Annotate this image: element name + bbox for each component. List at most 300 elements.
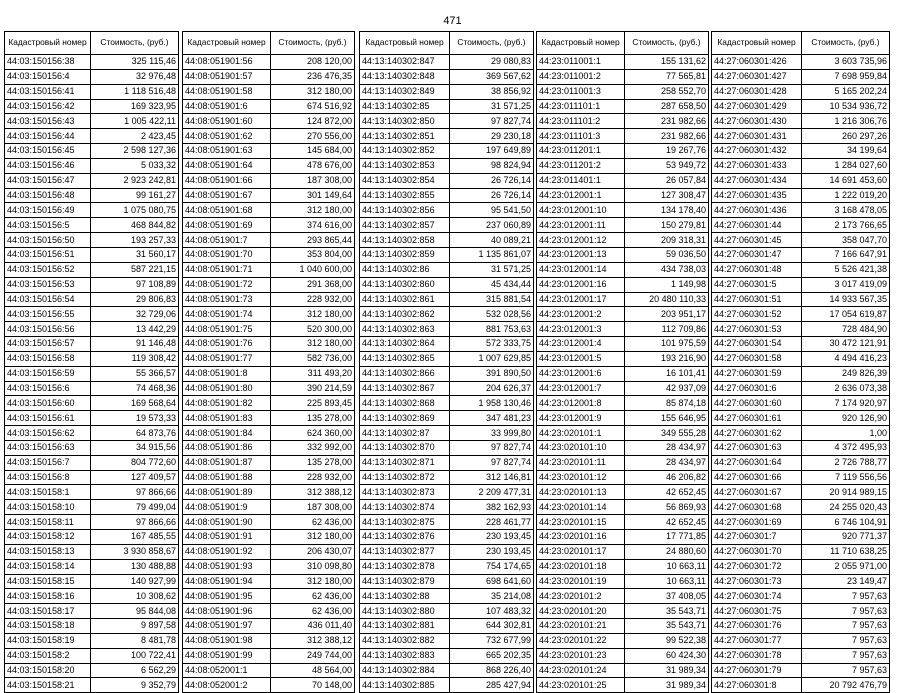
table-row [360,114,534,129]
cadastral-number: 44:23:020101:15 [537,515,625,530]
cost-value: 42 652,45 [625,485,709,500]
table-row [5,589,179,604]
table-row [5,678,179,693]
table-row [360,500,534,515]
table-row [183,366,355,381]
cadastral-number: 44:13:140302:853 [360,158,450,173]
cost-value: 2 726 788,77 [802,455,890,470]
table-row [537,455,709,470]
cadastral-number: 44:03:150156:61 [5,411,91,426]
cost-value: 1 216 306,76 [802,114,890,129]
cadastral-number: 44:27:060301:66 [712,470,802,485]
table-row [360,322,534,337]
table-row [183,55,355,70]
cadastral-number: 44:23:020101:18 [537,559,625,574]
table-row [712,144,890,159]
cost-value: 53 949,72 [625,158,709,173]
cadastral-number: 44:27:060301:434 [712,173,802,188]
cadastral-number: 44:27:060301:8 [712,678,802,693]
table-row [712,663,890,678]
cost-value: 14 691 453,60 [802,173,890,188]
cost-value: 624 360,00 [271,426,355,441]
table-row [537,337,709,352]
cost-value: 2 423,45 [91,129,179,144]
cost-value: 33 999,80 [450,426,534,441]
table-row [360,337,534,352]
cost-value: 349 555,28 [625,426,709,441]
table-row [537,188,709,203]
cost-value: 10 663,11 [625,574,709,589]
cadastral-number: 44:13:140302:849 [360,84,450,99]
table-row [360,55,534,70]
cost-value: 62 436,00 [271,589,355,604]
cadastral-number: 44:03:150156:57 [5,337,91,352]
table-row [712,574,890,589]
cost-value: 369 567,62 [450,69,534,84]
cadastral-number: 44:27:060301:433 [712,158,802,173]
cadastral-number: 44:08:051901:77 [183,351,271,366]
cadastral-number: 44:08:051901:64 [183,158,271,173]
table-row [360,277,534,292]
cadastral-number: 44:08:051901:74 [183,307,271,322]
table-row [537,500,709,515]
cost-value: 42 937,09 [625,381,709,396]
header-cost: Стоимость, (руб.) [802,32,890,55]
table-row [360,144,534,159]
cost-value: 20 480 110,33 [625,292,709,307]
cadastral-number: 44:13:140302:854 [360,173,450,188]
cadastral-number: 44:13:140302:875 [360,515,450,530]
cost-value: 135 278,00 [271,411,355,426]
table-row [360,69,534,84]
cadastral-number: 44:13:140302:873 [360,485,450,500]
cost-value: 520 300,00 [271,322,355,337]
cadastral-number: 44:13:140302:88 [360,589,450,604]
cadastral-number: 44:08:051901:88 [183,470,271,485]
cost-value: 155 131,62 [625,55,709,70]
table-row [5,114,179,129]
cost-value: 17 771,85 [625,530,709,545]
cadastral-number: 44:03:150156:53 [5,277,91,292]
cost-value: 29 080,83 [450,55,534,70]
cost-value: 193 216,90 [625,351,709,366]
cadastral-number: 44:13:140302:879 [360,574,450,589]
table-row [5,129,179,144]
cadastral-number: 44:13:140302:885 [360,678,450,693]
table-row [183,307,355,322]
table-row [537,203,709,218]
table-row [5,144,179,159]
table-row [5,604,179,619]
cadastral-number: 44:13:140302:848 [360,69,450,84]
cost-value: 60 424,30 [625,648,709,663]
cadastral-number: 44:13:140302:872 [360,470,450,485]
cadastral-number: 44:03:150156:7 [5,455,91,470]
table-row [360,604,534,619]
cost-value: 1 284 027,60 [802,158,890,173]
cadastral-number: 44:23:020101:23 [537,648,625,663]
cost-value: 7 957,63 [802,663,890,678]
cost-value: 804 772,60 [91,455,179,470]
cadastral-number: 44:13:140302:859 [360,247,450,262]
cost-value: 291 368,00 [271,277,355,292]
cadastral-number: 44:03:150158:2 [5,648,91,663]
table-row [360,485,534,500]
table-row [360,515,534,530]
table-row [183,292,355,307]
table-row [360,455,534,470]
cost-value: 59 036,50 [625,247,709,262]
cadastral-number: 44:08:051901:71 [183,262,271,277]
table-row [537,574,709,589]
table-row [183,648,355,663]
cadastral-number: 44:13:140302:851 [360,129,450,144]
cadastral-number: 44:27:060301:69 [712,515,802,530]
cost-value: 10 308,62 [91,589,179,604]
table-row [183,99,355,114]
cadastral-number: 44:08:051901:98 [183,633,271,648]
cost-value: 134 178,40 [625,203,709,218]
cadastral-number: 44:23:011201:2 [537,158,625,173]
cost-value: 1 118 516,48 [91,84,179,99]
table-row [537,604,709,619]
table-row [537,322,709,337]
cost-value: 258 552,70 [625,84,709,99]
header-cadastral-number: Кадастровый номер [360,32,450,55]
cadastral-number: 44:03:150156:50 [5,233,91,248]
cadastral-table-3 [359,31,534,693]
cost-value: 325 115,46 [91,55,179,70]
cost-value: 644 302,81 [450,619,534,634]
table-row [537,619,709,634]
cost-value: 390 214,59 [271,381,355,396]
table-row [712,173,890,188]
cadastral-number: 44:27:060301:61 [712,411,802,426]
cost-value: 7 698 959,84 [802,69,890,84]
cost-value: 119 308,42 [91,351,179,366]
cadastral-number: 44:23:011001:2 [537,69,625,84]
cadastral-number: 44:08:051901:93 [183,559,271,574]
cost-value: 35 543,71 [625,604,709,619]
cost-value: 225 893,45 [271,396,355,411]
cadastral-number: 44:13:140302:883 [360,648,450,663]
cadastral-number: 44:08:051901:75 [183,322,271,337]
cadastral-number: 44:13:140302:862 [360,307,450,322]
table-row [712,381,890,396]
cadastral-number: 44:08:051901:70 [183,247,271,262]
table-row [5,84,179,99]
cadastral-number: 44:27:060301:60 [712,396,802,411]
table-row [537,633,709,648]
table-row [712,500,890,515]
table-row [5,99,179,114]
table-row [183,69,355,84]
cadastral-number: 44:13:140302:882 [360,633,450,648]
table-row [360,470,534,485]
cost-value: 31 989,34 [625,678,709,693]
cadastral-number: 44:23:020101:1 [537,426,625,441]
cost-value: 209 318,31 [625,233,709,248]
cadastral-number: 44:23:020101:20 [537,604,625,619]
cadastral-number: 44:08:051901:68 [183,203,271,218]
header-cadastral-number: Кадастровый номер [712,32,802,55]
cadastral-number: 44:23:012001:1 [537,188,625,203]
cadastral-number: 44:27:060301:62 [712,426,802,441]
cost-value: 38 856,92 [450,84,534,99]
cadastral-number: 44:23:011001:3 [537,84,625,99]
cadastral-table-1 [4,31,179,693]
cadastral-number: 44:03:150156:51 [5,247,91,262]
cadastral-number: 44:08:051901:72 [183,277,271,292]
table-row [360,411,534,426]
table-row [537,351,709,366]
cadastral-number: 44:03:150158:13 [5,544,91,559]
cadastral-number: 44:13:140302:852 [360,144,450,159]
table-row [183,455,355,470]
cadastral-number: 44:27:060301:52 [712,307,802,322]
table-row [537,411,709,426]
table-row [537,396,709,411]
table-row [360,307,534,322]
table-row [183,218,355,233]
cost-value: 3 930 858,67 [91,544,179,559]
cadastral-number: 44:23:020101:10 [537,440,625,455]
table-row [712,292,890,307]
table-row [5,218,179,233]
cost-value: 312 180,00 [271,84,355,99]
cadastral-number: 44:13:140302:86 [360,262,450,277]
cadastral-number: 44:27:060301:73 [712,574,802,589]
cadastral-number: 44:03:150158:20 [5,663,91,678]
cost-value: 920 771,37 [802,530,890,545]
table-row [537,530,709,545]
table-row [712,678,890,693]
cost-value: 3 017 419,09 [802,277,890,292]
cadastral-number: 44:23:011101:3 [537,129,625,144]
table-row [537,233,709,248]
cost-value: 382 162,93 [450,500,534,515]
cost-value: 32 976,48 [91,69,179,84]
cadastral-number: 44:27:060301:72 [712,559,802,574]
cost-value: 97 108,89 [91,277,179,292]
cost-value: 204 626,37 [450,381,534,396]
table-row [537,544,709,559]
cadastral-number: 44:27:060301:68 [712,500,802,515]
cost-value: 228 461,77 [450,515,534,530]
table-row [360,233,534,248]
table-row [5,173,179,188]
cost-value: 9 897,58 [91,619,179,634]
cadastral-number: 44:13:140302:857 [360,218,450,233]
cost-value: 1 007 629,85 [450,351,534,366]
cost-value: 45 434,44 [450,277,534,292]
cost-value: 35 543,71 [625,619,709,634]
cadastral-number: 44:23:020101:19 [537,574,625,589]
cadastral-number: 44:03:150158:19 [5,633,91,648]
table-row [537,440,709,455]
cadastral-number: 44:27:060301:63 [712,440,802,455]
cost-value: 2 209 477,31 [450,485,534,500]
cadastral-number: 44:03:150156:42 [5,99,91,114]
cadastral-number: 44:13:140302:880 [360,604,450,619]
cost-value: 23 149,47 [802,574,890,589]
cadastral-number: 44:23:012001:11 [537,218,625,233]
table-row [360,99,534,114]
cadastral-number: 44:23:012001:10 [537,203,625,218]
cadastral-number: 44:23:020101:17 [537,544,625,559]
table-row [712,99,890,114]
cost-value: 301 149,64 [271,188,355,203]
cadastral-number: 44:08:051901:94 [183,574,271,589]
cadastral-number: 44:23:011001:1 [537,55,625,70]
cost-value: 1 135 861,07 [450,247,534,262]
cost-value: 312 180,00 [271,530,355,545]
cost-value: 97 866,66 [91,485,179,500]
table-row [183,574,355,589]
cost-value: 9 352,79 [91,678,179,693]
table-row [537,366,709,381]
cadastral-number: 44:23:012001:12 [537,233,625,248]
table-row [5,544,179,559]
table-row [5,396,179,411]
table-row [5,530,179,545]
table-row [712,485,890,500]
table-row [360,396,534,411]
table-row [183,589,355,604]
table-row [183,411,355,426]
cadastral-number: 44:13:140302:863 [360,322,450,337]
header-cadastral-number: Кадастровый номер [183,32,271,55]
cost-value: 4 494 416,23 [802,351,890,366]
cost-value: 7 957,63 [802,604,890,619]
table-row [5,633,179,648]
table-row [712,515,890,530]
cost-value: 2 923 242,81 [91,173,179,188]
table-row [5,485,179,500]
cost-value: 311 493,20 [271,366,355,381]
cost-value: 228 932,00 [271,470,355,485]
cost-value: 48 564,00 [271,663,355,678]
cost-value: 374 616,00 [271,218,355,233]
table-row [537,114,709,129]
cost-value: 478 676,00 [271,158,355,173]
cost-value: 754 174,65 [450,559,534,574]
table-row [537,129,709,144]
cadastral-number: 44:08:051901:95 [183,589,271,604]
cadastral-number: 44:03:150158:11 [5,515,91,530]
cost-value: 97 866,66 [91,515,179,530]
cost-value: 140 927,99 [91,574,179,589]
cost-value: 130 488,88 [91,559,179,574]
cost-value: 97 827,74 [450,114,534,129]
cost-value: 208 120,00 [271,55,355,70]
cadastral-number: 44:27:060301:435 [712,188,802,203]
table-row [5,619,179,634]
cost-value: 5 165 202,24 [802,84,890,99]
table-row [5,440,179,455]
cadastral-number: 44:23:012001:2 [537,307,625,322]
cost-value: 127 308,47 [625,188,709,203]
cadastral-number: 44:23:011201:1 [537,144,625,159]
table-row [712,203,890,218]
cadastral-number: 44:13:140302:878 [360,559,450,574]
cadastral-number: 44:23:012001:3 [537,322,625,337]
cost-value: 14 933 567,35 [802,292,890,307]
cadastral-number: 44:13:140302:871 [360,455,450,470]
cost-value: 29 806,83 [91,292,179,307]
cost-value: 28 434,97 [625,455,709,470]
cadastral-number: 44:23:012001:17 [537,292,625,307]
table-row [5,262,179,277]
cadastral-number: 44:13:140302:856 [360,203,450,218]
cadastral-number: 44:03:150156:62 [5,426,91,441]
table-row [5,455,179,470]
cost-value: 16 101,41 [625,366,709,381]
cadastral-number: 44:27:060301:51 [712,292,802,307]
table-row [712,604,890,619]
cadastral-number: 44:08:051901:87 [183,455,271,470]
page-number: 471 [443,15,462,27]
cadastral-number: 44:27:060301:53 [712,322,802,337]
cadastral-number: 44:13:140302:850 [360,114,450,129]
table-row [5,411,179,426]
table-row [537,381,709,396]
table-row [360,129,534,144]
cost-value: 97 827,74 [450,455,534,470]
table-row [5,307,179,322]
cost-value: 312 146,81 [450,470,534,485]
table-row [183,84,355,99]
table-row [537,262,709,277]
cost-value: 249 744,00 [271,648,355,663]
cost-value: 203 951,17 [625,307,709,322]
table-row [712,396,890,411]
table-row [5,233,179,248]
cost-value: 312 180,00 [271,203,355,218]
table-row [5,500,179,515]
table-row [5,351,179,366]
cadastral-number: 44:03:150156:56 [5,322,91,337]
table-row [183,337,355,352]
cadastral-number: 44:13:140302:858 [360,233,450,248]
table-row [360,678,534,693]
cadastral-number: 44:27:060301:47 [712,247,802,262]
cadastral-number: 44:08:051901:7 [183,233,271,248]
header-cadastral-number: Кадастровый номер [537,32,625,55]
cost-value: 6 746 104,91 [802,515,890,530]
cost-value: 231 982,66 [625,114,709,129]
table-row [360,544,534,559]
cost-value: 98 824,94 [450,158,534,173]
table-row [712,440,890,455]
cadastral-number: 44:23:012001:9 [537,411,625,426]
cadastral-number: 44:23:012001:7 [537,381,625,396]
cadastral-number: 44:27:060301:426 [712,55,802,70]
cost-value: 74 468,36 [91,381,179,396]
cost-value: 26 726,14 [450,188,534,203]
table-row [537,470,709,485]
cost-value: 124 872,00 [271,114,355,129]
cost-value: 107 483,32 [450,604,534,619]
table-row [712,247,890,262]
cadastral-number: 44:27:060301:74 [712,589,802,604]
cadastral-number: 44:03:150156:52 [5,262,91,277]
cadastral-number: 44:03:150156:59 [5,366,91,381]
cost-value: 587 221,15 [91,262,179,277]
cadastral-number: 44:23:020101:11 [537,455,625,470]
cost-value: 155 646,95 [625,411,709,426]
cadastral-table-4 [536,31,709,693]
